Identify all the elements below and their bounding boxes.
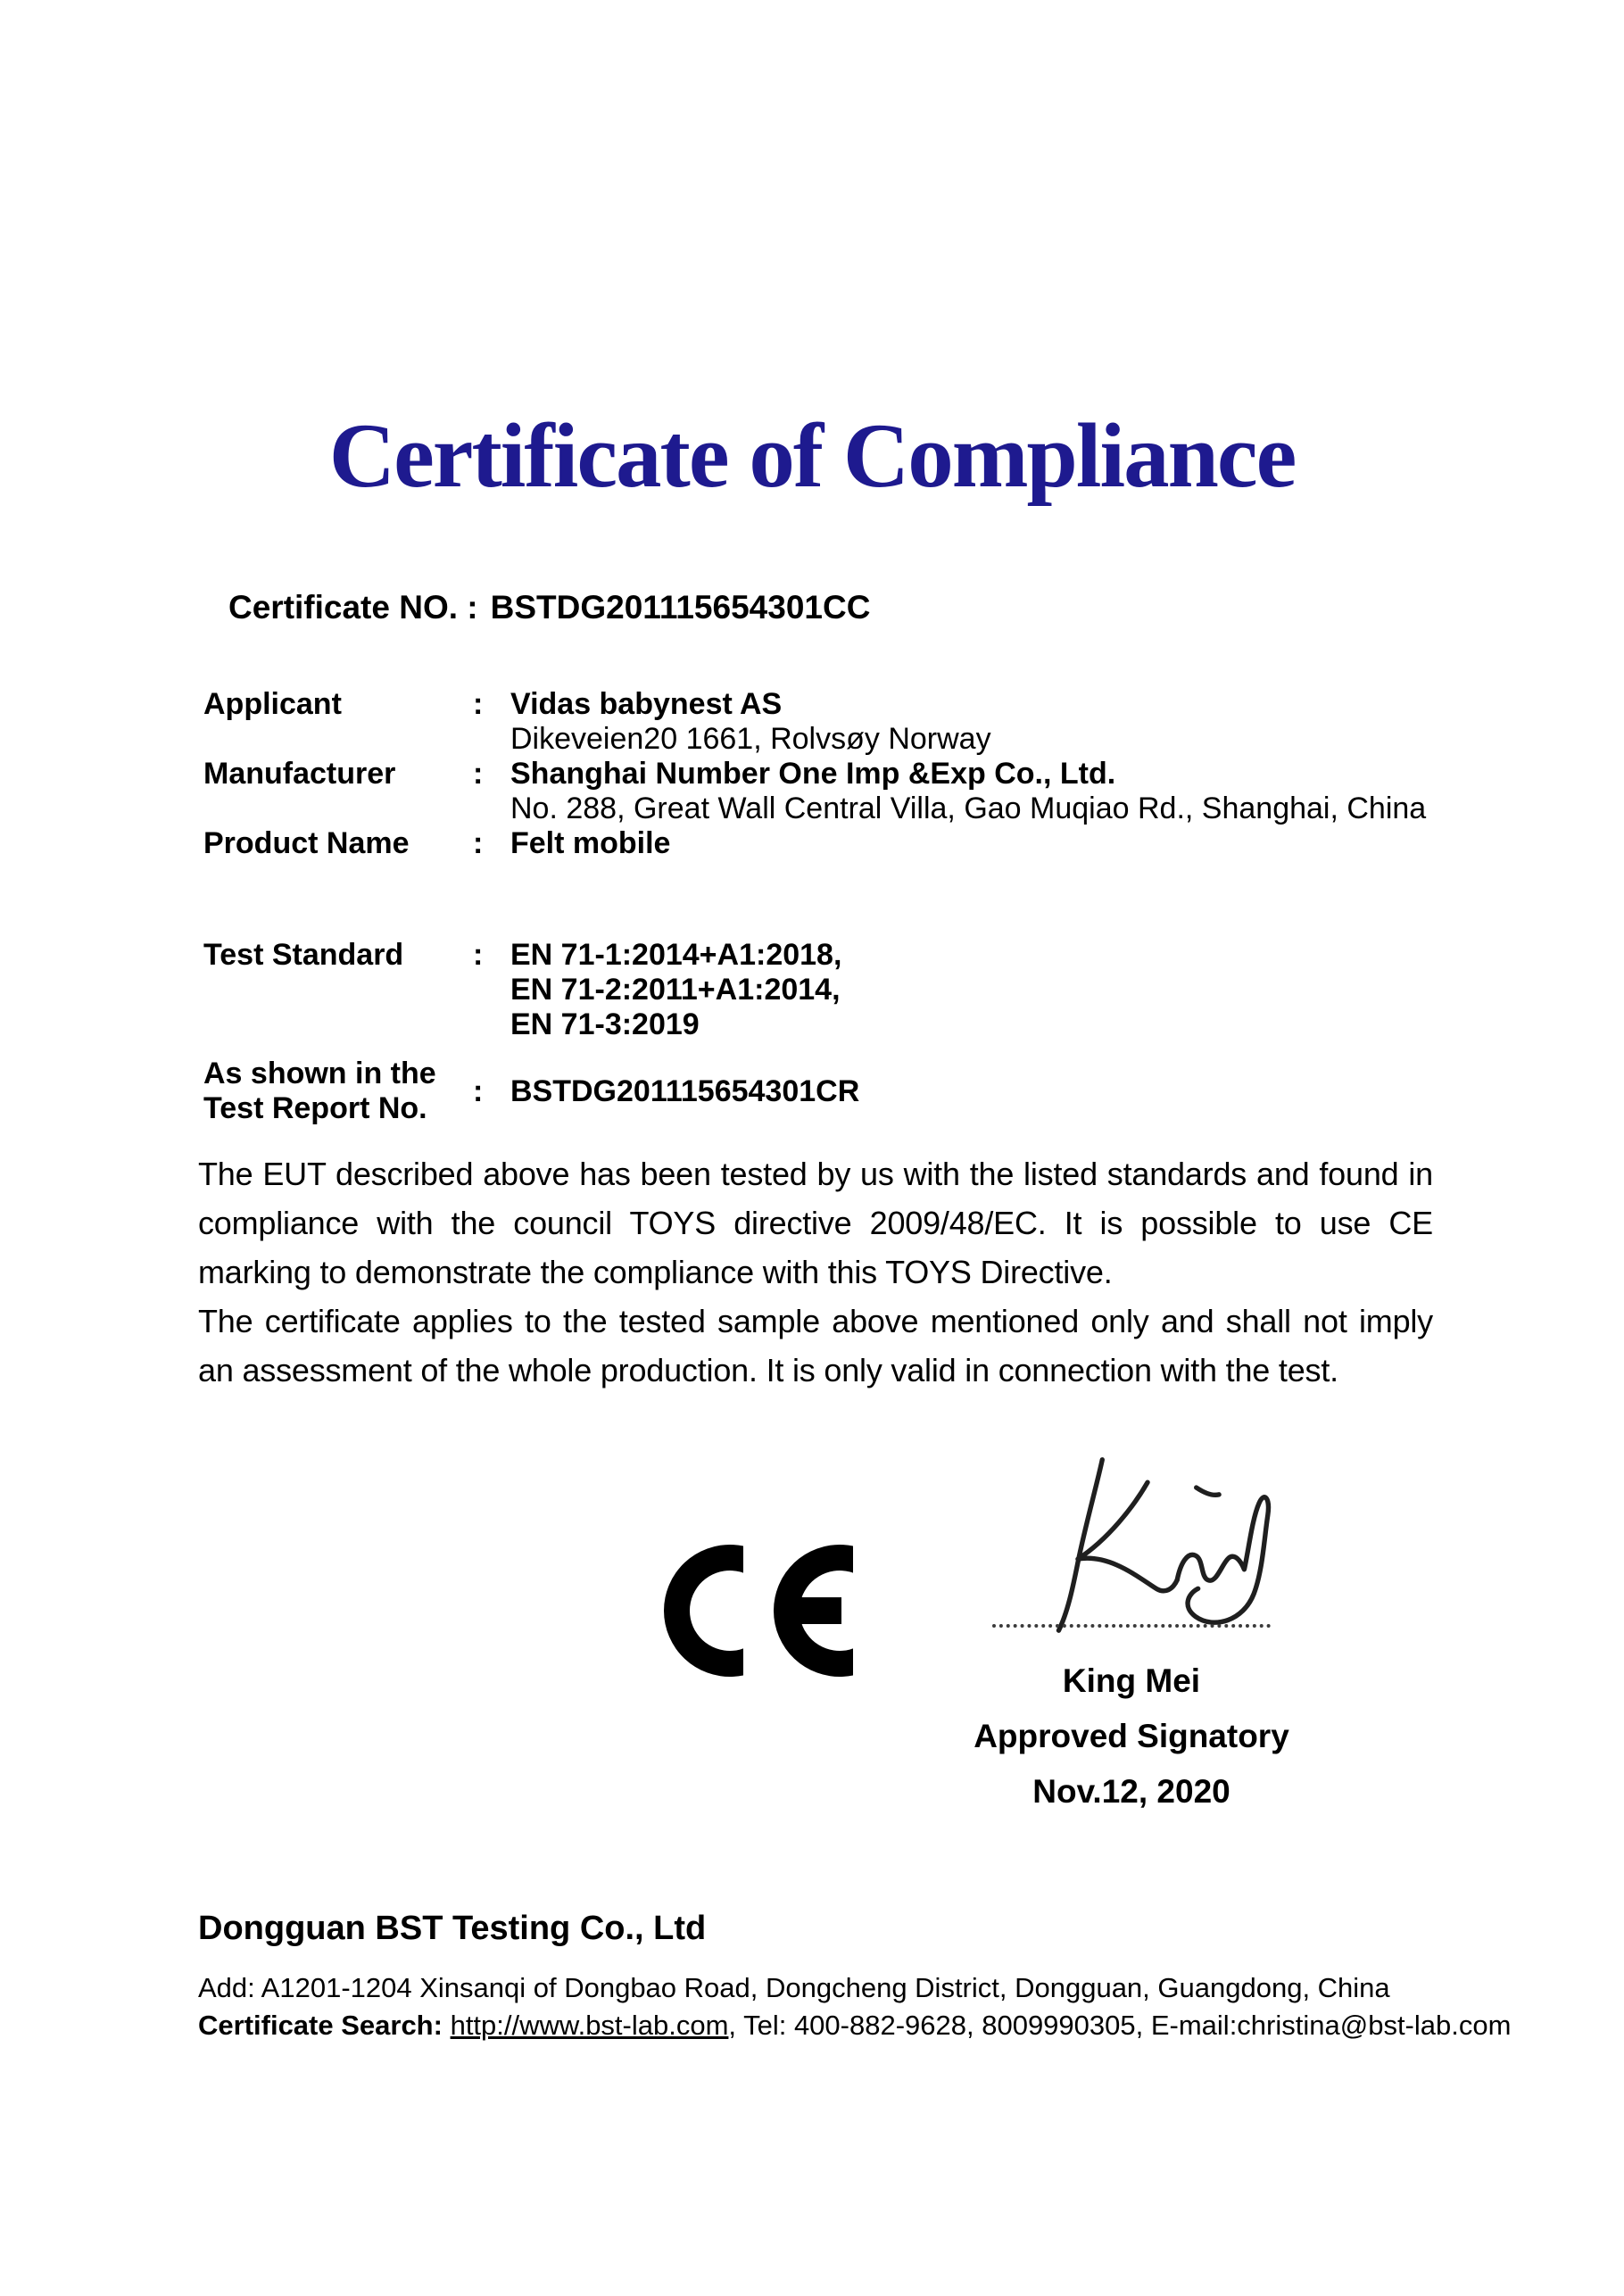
- test-standard-colon: :: [473, 938, 484, 972]
- test-report-label-line2: Test Report No.: [203, 1091, 427, 1125]
- page-title: Certificate of Compliance: [328, 405, 1296, 507]
- statement-paragraph-1: The EUT described above has been tested by us with the listed standards and found in compliance with the council TOYS directive 2009/48/EC. It is possible to use CE marking to demonstrate the compliance with this TOYS Directive.: [198, 1156, 1433, 1290]
- ce-mark-icon: [664, 1545, 853, 1677]
- signatory-role: Approved Signatory: [974, 1718, 1289, 1754]
- manufacturer-name: Shanghai Number One Imp &Exp Co., Ltd.: [510, 757, 1116, 791]
- certificate-search-contact: , Tel: 400-882-9628, 8009990305, E-mail:christina@bst-lab.com: [728, 2010, 1512, 2041]
- signatory-name: King Mei: [1062, 1662, 1201, 1699]
- signature-date: Nov.12, 2020: [1032, 1773, 1230, 1810]
- signature-dotted-line: [992, 1624, 1271, 1628]
- test-standard-line-1: EN 71-1:2014+A1:2018,: [510, 938, 842, 972]
- lab-address: Add: A1201-1204 Xinsanqi of Dongbao Road, Dongcheng District, Dongguan, Guangdong, China: [198, 1972, 1390, 2003]
- certificate-number-label: Certificate NO. :: [228, 589, 478, 626]
- certificate-fields: [203, 687, 1471, 1126]
- field-row-product-name: [203, 826, 1471, 861]
- test-report-label-line1: As shown in the: [203, 1057, 436, 1090]
- applicant-name: Vidas babynest AS: [510, 687, 783, 721]
- manufacturer-label: Manufacturer: [203, 757, 396, 791]
- field-row-test-standard: [203, 938, 1471, 1042]
- test-report-value: BSTDG201115654301CR: [510, 1073, 860, 1108]
- manufacturer-address: No. 288, Great Wall Central Villa, Gao Muqiao Rd., Shanghai, China: [510, 792, 1427, 825]
- applicant-colon: :: [473, 687, 484, 721]
- manufacturer-value: [510, 757, 1471, 826]
- signatory-block: [917, 1663, 1346, 1829]
- product-name-label: Product Name: [203, 826, 410, 860]
- statement-paragraph-2: The certificate applies to the tested sample above mentioned only and shall not imply an assessment of the whole production. It is only valid in connection with the test.: [198, 1303, 1433, 1388]
- test-standard-values: [510, 938, 1471, 1042]
- test-standard-line-3: EN 71-3:2019: [510, 1007, 700, 1041]
- certificate-search-line: [198, 2010, 1511, 2042]
- field-row-manufacturer: [203, 757, 1471, 826]
- lab-company-name: Dongguan BST Testing Co., Ltd: [198, 1910, 707, 1947]
- applicant-value: [510, 687, 1471, 757]
- test-report-colon: :: [473, 1073, 484, 1108]
- certificate-number-line: [228, 589, 870, 626]
- certificate-number-value: BSTDG201115654301CC: [490, 589, 871, 626]
- certificate-search-url: http://www.bst-lab.com: [450, 2010, 729, 2041]
- manufacturer-colon: :: [473, 757, 484, 791]
- applicant-address: Dikeveien20 1661, Rolvsøy Norway: [510, 722, 991, 756]
- product-name-colon: :: [473, 826, 484, 860]
- product-name-value: Felt mobile: [510, 826, 671, 860]
- test-standard-label: Test Standard: [203, 938, 404, 972]
- certificate-search-label: Certificate Search:: [198, 2010, 443, 2041]
- handwritten-signature-icon: [1024, 1453, 1274, 1636]
- test-report-label: [203, 1057, 473, 1126]
- applicant-label: Applicant: [203, 687, 342, 721]
- field-row-applicant: [203, 687, 1471, 757]
- field-row-test-report: [203, 1057, 1471, 1126]
- certificate-statement: [198, 1149, 1433, 1395]
- test-standard-line-2: EN 71-2:2011+A1:2014,: [510, 973, 841, 1007]
